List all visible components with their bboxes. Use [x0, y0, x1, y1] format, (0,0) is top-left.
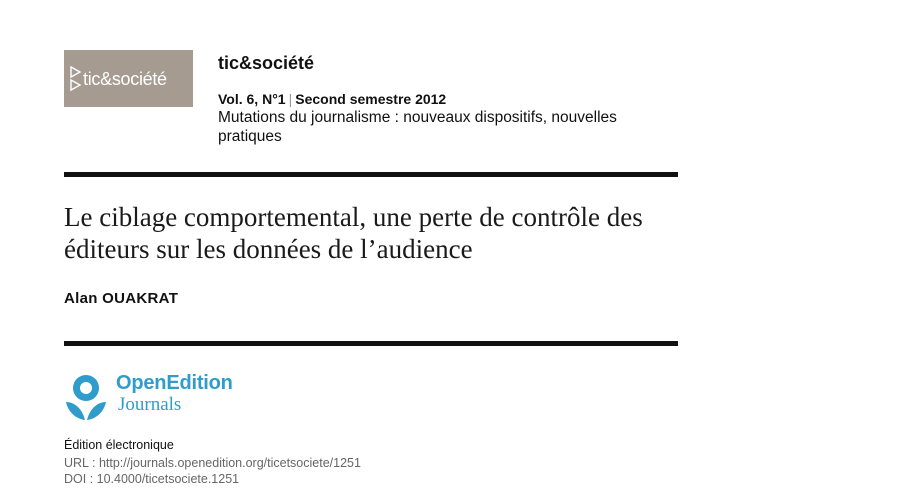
journal-logo [64, 50, 193, 107]
bottom-divider [64, 341, 678, 346]
openedition-logo[interactable] [64, 372, 233, 422]
issue-volume: Vol. 6, N°1 [218, 91, 286, 107]
issue-theme: Mutations du journalisme : nouveaux dispositifs, nouvelles pratiques [218, 109, 617, 145]
openedition-name: OpenEdition [116, 372, 233, 394]
journal-name: tic&société [218, 53, 315, 73]
edition-url[interactable]: URL : http://journals.openedition.org/ticetsociete/1251 [64, 456, 361, 470]
issue-separator: | [288, 91, 293, 107]
issue-line [218, 91, 446, 107]
openedition-sub: Journals [118, 394, 182, 415]
triangles-icon [70, 66, 82, 92]
article-title: Le ciblage comportemental, une perte de contrôle des éditeurs sur les données de l’audience [64, 202, 643, 264]
edition-doi[interactable]: DOI : 10.4000/ticetsociete.1251 [64, 472, 240, 486]
issue-semester: Second semestre 2012 [295, 91, 447, 107]
journal-logo-text: tic&société [83, 68, 167, 89]
article-author: Alan OUAKRAT [64, 290, 179, 307]
openedition-flower-icon [64, 372, 108, 422]
edition-label: Édition électronique [64, 438, 174, 452]
top-divider [64, 172, 678, 177]
